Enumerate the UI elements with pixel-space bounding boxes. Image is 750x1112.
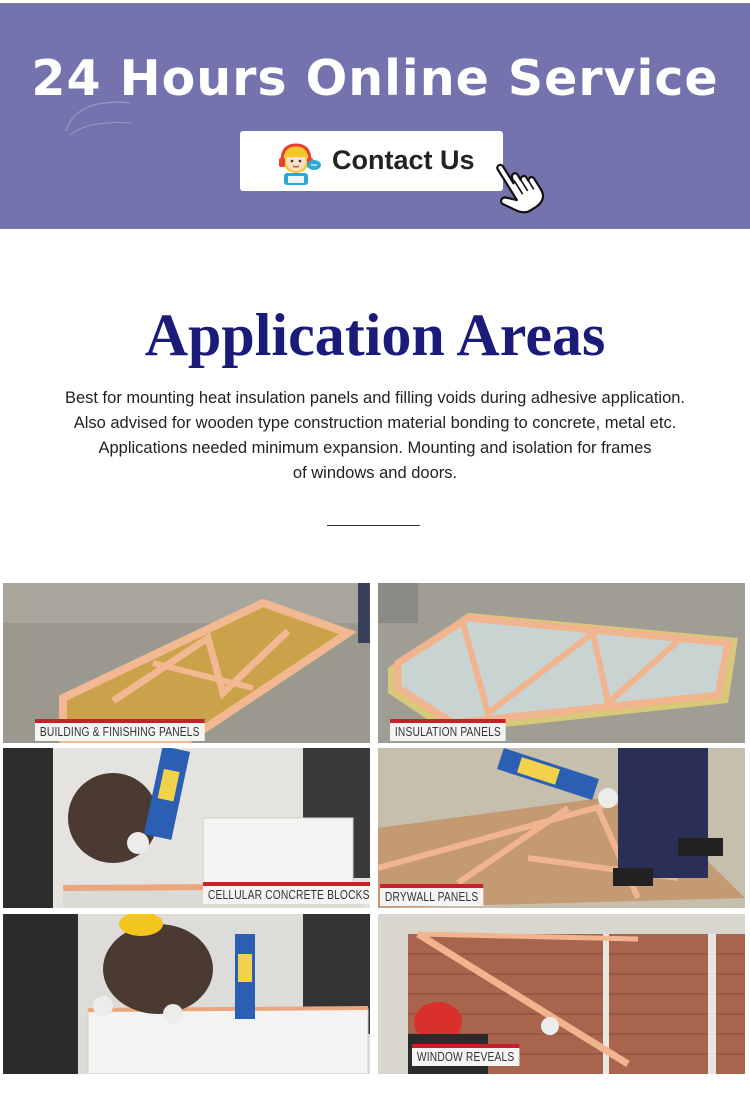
description-line: Best for mounting heat insulation panels and filling voids during adhesive application. bbox=[64, 389, 686, 407]
online-service-banner bbox=[0, 3, 750, 229]
description-line: Also advised for wooden type construction material bonding to concrete, metal etc. bbox=[73, 414, 677, 432]
photo-building-finishing-panels bbox=[3, 583, 370, 743]
application-areas-title: Application Areas bbox=[144, 302, 606, 368]
section-divider bbox=[327, 525, 420, 526]
banner-title: 24 Hours Online Service bbox=[31, 50, 719, 107]
customer-service-agent-icon bbox=[270, 135, 322, 187]
photo-block-wall-application bbox=[3, 914, 370, 1074]
photo-caption: INSULATION PANELS bbox=[390, 719, 506, 741]
photo-window-reveals bbox=[378, 914, 745, 1074]
photo-caption: DRYWALL PANELS bbox=[380, 884, 483, 906]
description-line: Applications needed minimum expansion. Mounting and isolation for frames bbox=[98, 439, 652, 457]
photo-cellular-concrete-blocks bbox=[3, 748, 370, 908]
photo-insulation-panels bbox=[378, 583, 745, 743]
hand-pointer-cursor-icon bbox=[486, 156, 548, 218]
application-description bbox=[20, 386, 730, 486]
photo-caption: BUILDING & FINISHING PANELS bbox=[35, 719, 205, 741]
contact-us-button[interactable] bbox=[240, 131, 503, 191]
photo-caption: WINDOW REVEALS bbox=[412, 1044, 519, 1066]
photo-drywall-panels bbox=[378, 748, 745, 908]
photo-caption: CELLULAR CONCRETE BLOCKS bbox=[203, 882, 370, 904]
description-line: of windows and doors. bbox=[292, 464, 458, 482]
contact-us-label: Contact Us bbox=[332, 145, 475, 175]
